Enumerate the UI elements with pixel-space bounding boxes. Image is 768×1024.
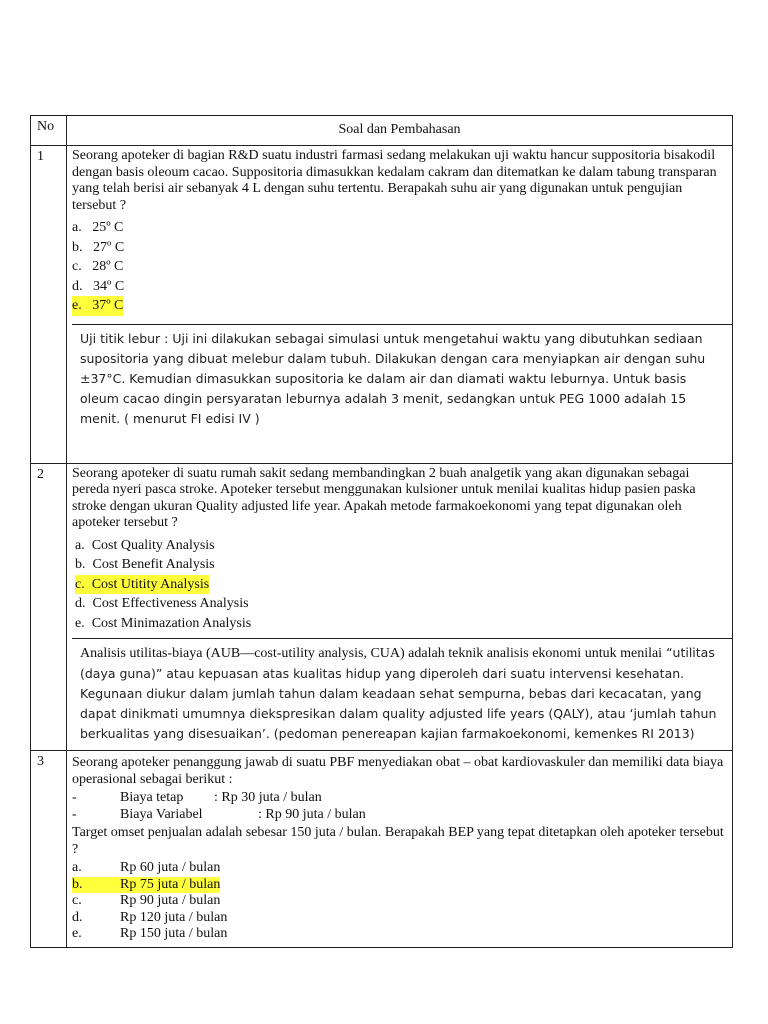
question-text: Seorang apoteker di bagian R&D suatu industri farmasi sedang melakukan uji waktu hancur suppositoria bisakodil dengan basis oleoum cacao. Suppositoria dimasukkan kedalam cakram dan ditematkan ke dalam tabung transparan yang telah berisi air sebanyak 4 L dengan suhu tertentu. Berapakah suhu air yang digunakan untuk pengujian tersebut ? — [72, 148, 717, 213]
cost-list — [67, 788, 732, 823]
option-b-answer: b. Rp 75 juta / bulan — [72, 876, 221, 892]
options-list — [67, 858, 732, 945]
option-e: e. Rp 150 juta / bulan — [72, 926, 228, 941]
explanation-body: “utilitas (daya guna)” atau kepuasan atas kualitas hidup yang diperoleh dari suatu intervensi kesehatan. Kegunaan diukur dalam jumlah tahun dalam keadaan sehat sempurna, bebas dari kecacatan, yang dapat dinikmati umumnya diekspresikan dalam quality adjusted life years (QALY), atau ‘jumlah tahun berkualitas yang disesuaikan’. (pedoman penereapan kajian farmakoekonomi, kemenkes RI 2013) — [80, 645, 717, 741]
options-list — [67, 534, 732, 634]
option-e: e. Cost Minimazation Analysis — [75, 615, 252, 631]
option-d: d. 34º C — [72, 278, 125, 294]
option-a: a. Rp 60 juta / bulan — [72, 860, 221, 875]
option-c: c. 28º C — [72, 259, 124, 274]
header-no: No — [31, 116, 67, 146]
option-d: d. Rp 120 juta / bulan — [72, 909, 228, 925]
question-row-3 — [31, 751, 733, 948]
explanation — [72, 638, 732, 750]
question-text-2: Target omset penjualan adalah sebesar 150 juta / bulan. Berapakah BEP yang tepat ditetapkan oleh apoteker tersebut ? — [72, 825, 724, 857]
question-number: 1 — [31, 146, 67, 464]
options-list — [67, 216, 732, 316]
option-d: d. Cost Effectiveness Analysis — [75, 596, 249, 611]
option-b: b. 27º C — [72, 239, 125, 255]
question-row-1 — [31, 146, 733, 464]
cost-fixed: - Biaya tetap : Rp 30 juta / bulan — [72, 790, 322, 805]
explanation: Uji titik lebur : Uji ini dilakukan sebagai simulasi untuk mengetahui waktu yang dibutuhkan sediaan supositoria yang dibuat melebur dalam tubuh. Dilakukan dengan cara menyiapkan air dengan suhu ±37°C. Kemudian dimasukkan supositoria ke dalam air dan diamati waktu leburnya. Untuk basis oleum cacao dingin persyaratan leburnya adalah 3 menit, sedangkan untuk PEG 1000 adalah 15 menit. ( menurut FI edisi IV ) — [72, 324, 732, 463]
cost-variable: - Biaya Variabel : Rp 90 juta / bulan — [72, 806, 366, 822]
option-a: a. 25º C — [72, 220, 124, 235]
option-c: c. Rp 90 juta / bulan — [72, 893, 221, 908]
question-text: Seorang apoteker di suatu rumah sakit sedang membandingkan 2 buah analgetik yang akan digunakan sebagai pereda nyeri pasca stroke. Apoteker tersebut menggunakan kulsioner untuk menilai kualitas hidup pasien paska stroke dengan ukuran Quality adjusted life year. Apakah metode farmakoekonomi yang tepat digunakan oleh apoteker tersebut ? — [72, 465, 696, 530]
explanation-lead: Analisis utilitas-biaya (AUB—cost-utility analysis, CUA) adalah teknik analisis ekonomi untuk menilai — [80, 646, 663, 661]
question-row-2 — [31, 463, 733, 751]
question-text: Seorang apoteker penanggung jawab di suatu PBF menyediakan obat – obat kardiovaskuler dan memiliki data biaya operasional sebagai berikut : — [72, 755, 724, 787]
question-number: 2 — [31, 463, 67, 751]
option-b: b. Cost Benefit Analysis — [75, 557, 215, 572]
header-title: Soal dan Pembahasan — [67, 116, 733, 146]
option-c-answer: c. Cost Utitity Analysis — [75, 575, 726, 595]
option-e-answer: e. 37º C — [72, 296, 726, 316]
question-number: 3 — [31, 751, 67, 948]
qa-table — [30, 115, 733, 948]
header-row — [31, 116, 733, 146]
option-a: a. Cost Quality Analysis — [75, 537, 215, 553]
